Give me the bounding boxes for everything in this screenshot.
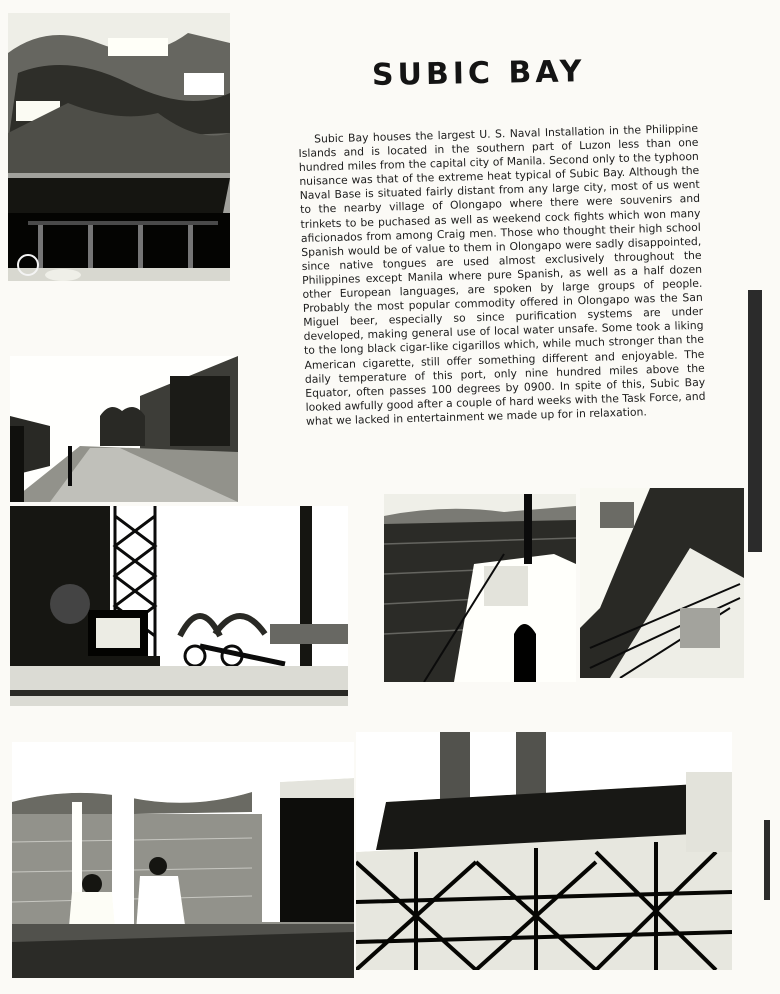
body-paragraph: Subic Bay houses the largest U. S. Naval Installation in the Philippine Islands and is located in the southern part of Luzon less than one hundred miles from the capital city of Manila. Second only to the typhoon nuisance was that of the extreme heat typical of Subic Bay. Although the Naval Base is situated fairly distant from any large city, most of us went to the nearby village of Olongapo where there were souvenirs and trinkets to be puchased as well as weekend cock fights which won many aficionados from among Craig men. Those who thought their high school Spanish would be of value to them in Olongapo were sadly disappointed, since native tongues are used almost exclusively throughout the Philippines except Manila where pure Spanish, as well as a half dozen other European languages, are spoken by large groups of people. Probably the most popular commodity offered in Olongapo was the San Miguel beer, especially so since purification systems are under developed, making general use of local water unsafe. Some took a liking to the long black cigar-like cigarillos which, while much stronger than the American cigarette, still offer something different and enjoyable. The daily temperature of this port, only nine hundred miles above the Equator, often passes 100 degrees by 0900. In spite of this, Subic Bay looked awfully good after a couple of hard weeks with the Task Force, and what we lacked in entertainment we made up for in relaxation. bbox=[298, 121, 706, 428]
street-scene-photo bbox=[10, 356, 238, 502]
hillside-village-photo bbox=[8, 13, 230, 281]
page-title: SUBIC BAY bbox=[371, 54, 586, 94]
ship-deck-photo bbox=[580, 488, 744, 678]
edge-photo-strip-lower bbox=[764, 820, 770, 900]
ship-bow-photo bbox=[384, 494, 576, 682]
base-entrance-photo bbox=[10, 506, 348, 706]
edge-photo-strip bbox=[748, 290, 762, 552]
drydock-scaffold-photo bbox=[356, 732, 732, 970]
pier-sailors-photo bbox=[12, 742, 354, 978]
